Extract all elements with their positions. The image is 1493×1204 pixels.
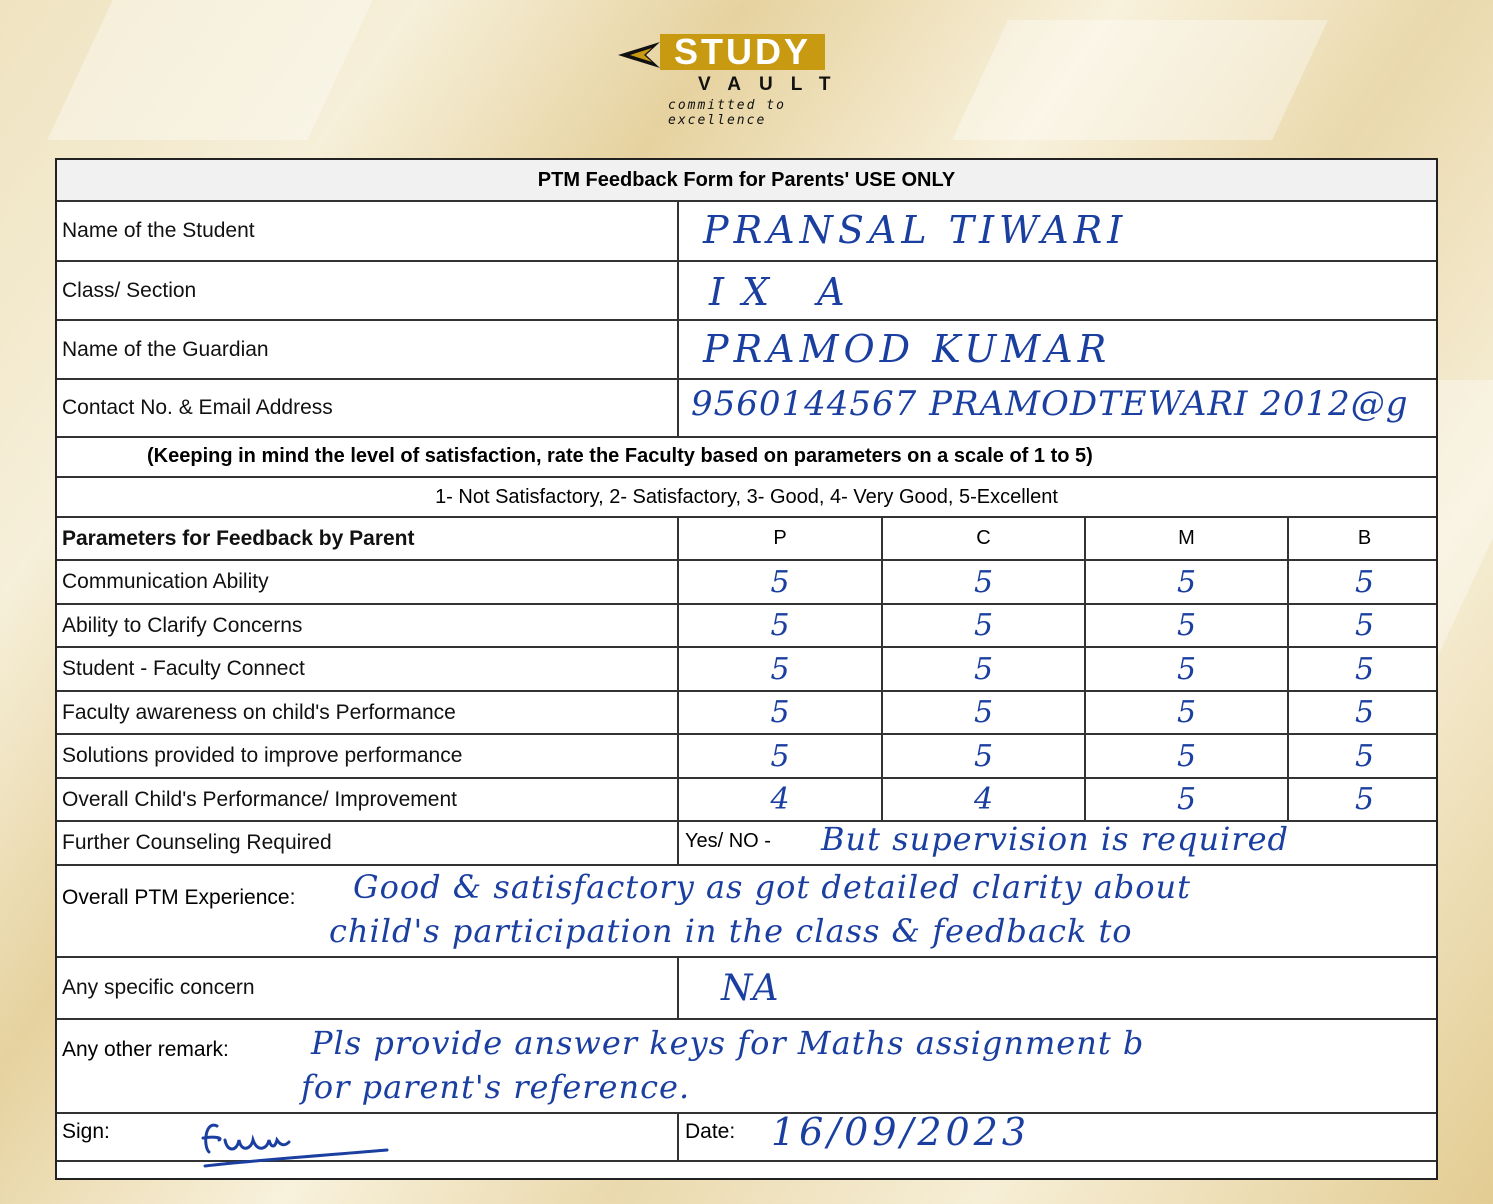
contact-label: Contact No. & Email Address [62, 396, 333, 419]
contact-row [57, 380, 1436, 438]
class-value-cell[interactable] [677, 262, 1440, 319]
logo-tagline: committed to excellence [668, 98, 786, 128]
rating-value-m[interactable]: 5 [1084, 561, 1287, 603]
concern-value-cell[interactable] [677, 958, 1440, 1018]
rating-value-b[interactable]: 5 [1287, 561, 1440, 603]
rating-value-m[interactable]: 5 [1084, 605, 1287, 646]
remark-line-2[interactable]: for parent's reference. [301, 1068, 691, 1106]
rating-param: Faculty awareness on child's Performance [62, 700, 456, 724]
student-value-cell[interactable] [677, 202, 1440, 260]
class-value: IX A [709, 270, 863, 314]
rating-row [57, 692, 1436, 735]
class-row [57, 262, 1436, 321]
feedback-form [55, 158, 1438, 1180]
rating-value-b[interactable]: 5 [1287, 692, 1440, 733]
class-label: Class/ Section [62, 278, 197, 302]
concern-label: Any specific concern [62, 976, 255, 999]
rating-value-p[interactable]: 4 [677, 779, 881, 820]
student-value: PRANSAL TIWARI [703, 208, 1128, 252]
form-title: PTM Feedback Form for Parents' USE ONLY [537, 168, 956, 191]
rating-value-c[interactable]: 5 [881, 605, 1084, 646]
date-cell[interactable] [677, 1110, 1440, 1160]
guardian-value-cell[interactable] [677, 321, 1440, 378]
scale-text: 1- Not Satisfactory, 2- Satisfactory, 3- Good, 4- Very Good, 5-Excellent [435, 485, 1058, 508]
rating-value-p[interactable]: 5 [677, 561, 881, 603]
rating-value-p[interactable]: 5 [677, 605, 881, 646]
rating-param: Ability to Clarify Concerns [62, 613, 303, 637]
rating-value-b[interactable]: 5 [1287, 648, 1440, 690]
background-shape [47, 0, 372, 140]
guardian-value: PRAMOD KUMAR [703, 327, 1112, 371]
instruction-row [57, 438, 1436, 478]
rating-row [57, 605, 1436, 648]
counseling-option: Yes/ NO - [685, 830, 771, 852]
guardian-row [57, 321, 1436, 380]
form-title-row [57, 160, 1436, 202]
rating-param: Solutions provided to improve performance [62, 744, 463, 767]
subject-header-c: C [881, 518, 1084, 559]
rating-value-m[interactable]: 5 [1084, 735, 1287, 777]
date-value: 16/09/2023 [771, 1110, 1031, 1154]
guardian-label: Name of the Guardian [62, 337, 269, 361]
counseling-row [57, 822, 1436, 866]
instruction-text: (Keeping in mind the level of satisfaction, rate the Faculty based on parameters on a scale of 1 to 5) [147, 445, 1093, 467]
experience-line-2[interactable]: child's participation in the class & feedback to [329, 912, 1133, 950]
rating-row [57, 735, 1436, 779]
sign-row [57, 1110, 1436, 1162]
student-row [57, 202, 1436, 262]
rating-value-m[interactable]: 5 [1084, 692, 1287, 733]
scale-row [57, 478, 1436, 518]
remark-label: Any other remark: [62, 1038, 229, 1061]
experience-label: Overall PTM Experience: [62, 886, 296, 909]
subject-header-b: B [1287, 518, 1440, 559]
contact-value-cell[interactable] [677, 380, 1440, 436]
rating-value-b[interactable]: 5 [1287, 735, 1440, 777]
rating-value-b[interactable]: 5 [1287, 779, 1440, 820]
logo-sub-text: VAULT [698, 74, 849, 95]
background-shape [952, 20, 1328, 140]
rating-row [57, 779, 1436, 822]
rating-value-c[interactable]: 5 [881, 561, 1084, 603]
ratings-header-row [57, 518, 1436, 561]
rating-value-c[interactable]: 5 [881, 735, 1084, 777]
counseling-value: But supervision is required [821, 820, 1290, 858]
rating-value-m[interactable]: 5 [1084, 648, 1287, 690]
counseling-label: Further Counseling Required [62, 831, 332, 854]
counseling-value-cell[interactable] [677, 822, 1440, 864]
rating-value-p[interactable]: 5 [677, 735, 881, 777]
study-vault-logo [612, 31, 882, 128]
remark-line-1[interactable]: Pls provide answer keys for Maths assignment b [311, 1024, 1145, 1062]
rating-param: Overall Child's Performance/ Improvement [62, 787, 457, 811]
rating-param: Communication Ability [62, 570, 269, 593]
rating-value-p[interactable]: 5 [677, 648, 881, 690]
rating-value-m[interactable]: 5 [1084, 779, 1287, 820]
rating-row [57, 648, 1436, 692]
rating-row [57, 561, 1436, 605]
student-label: Name of the Student [62, 219, 255, 242]
rating-value-c[interactable]: 5 [881, 692, 1084, 733]
experience-line-1[interactable]: Good & satisfactory as got detailed clarity about [353, 868, 1191, 906]
logo-brand-text: STUDY [660, 34, 825, 70]
experience-row [57, 866, 1436, 958]
rating-value-c[interactable]: 4 [881, 779, 1084, 820]
rating-value-p[interactable]: 5 [677, 692, 881, 733]
arrow-logo-icon [612, 38, 662, 72]
contact-value: 9560144567 PRAMODTEWARI 2012@g [691, 384, 1409, 424]
concern-value: NA [721, 968, 779, 1009]
ratings-header-label: Parameters for Feedback by Parent [62, 526, 415, 550]
rating-value-b[interactable]: 5 [1287, 605, 1440, 646]
concern-row [57, 958, 1436, 1020]
signature-drawing [197, 1100, 397, 1174]
subject-header-m: M [1084, 518, 1287, 559]
subject-header-p: P [677, 518, 881, 559]
rating-param: Student - Faculty Connect [62, 657, 305, 680]
rating-value-c[interactable]: 5 [881, 648, 1084, 690]
sign-label: Sign: [62, 1120, 110, 1143]
sign-cell[interactable] [57, 1114, 677, 1160]
date-label: Date: [685, 1120, 736, 1143]
